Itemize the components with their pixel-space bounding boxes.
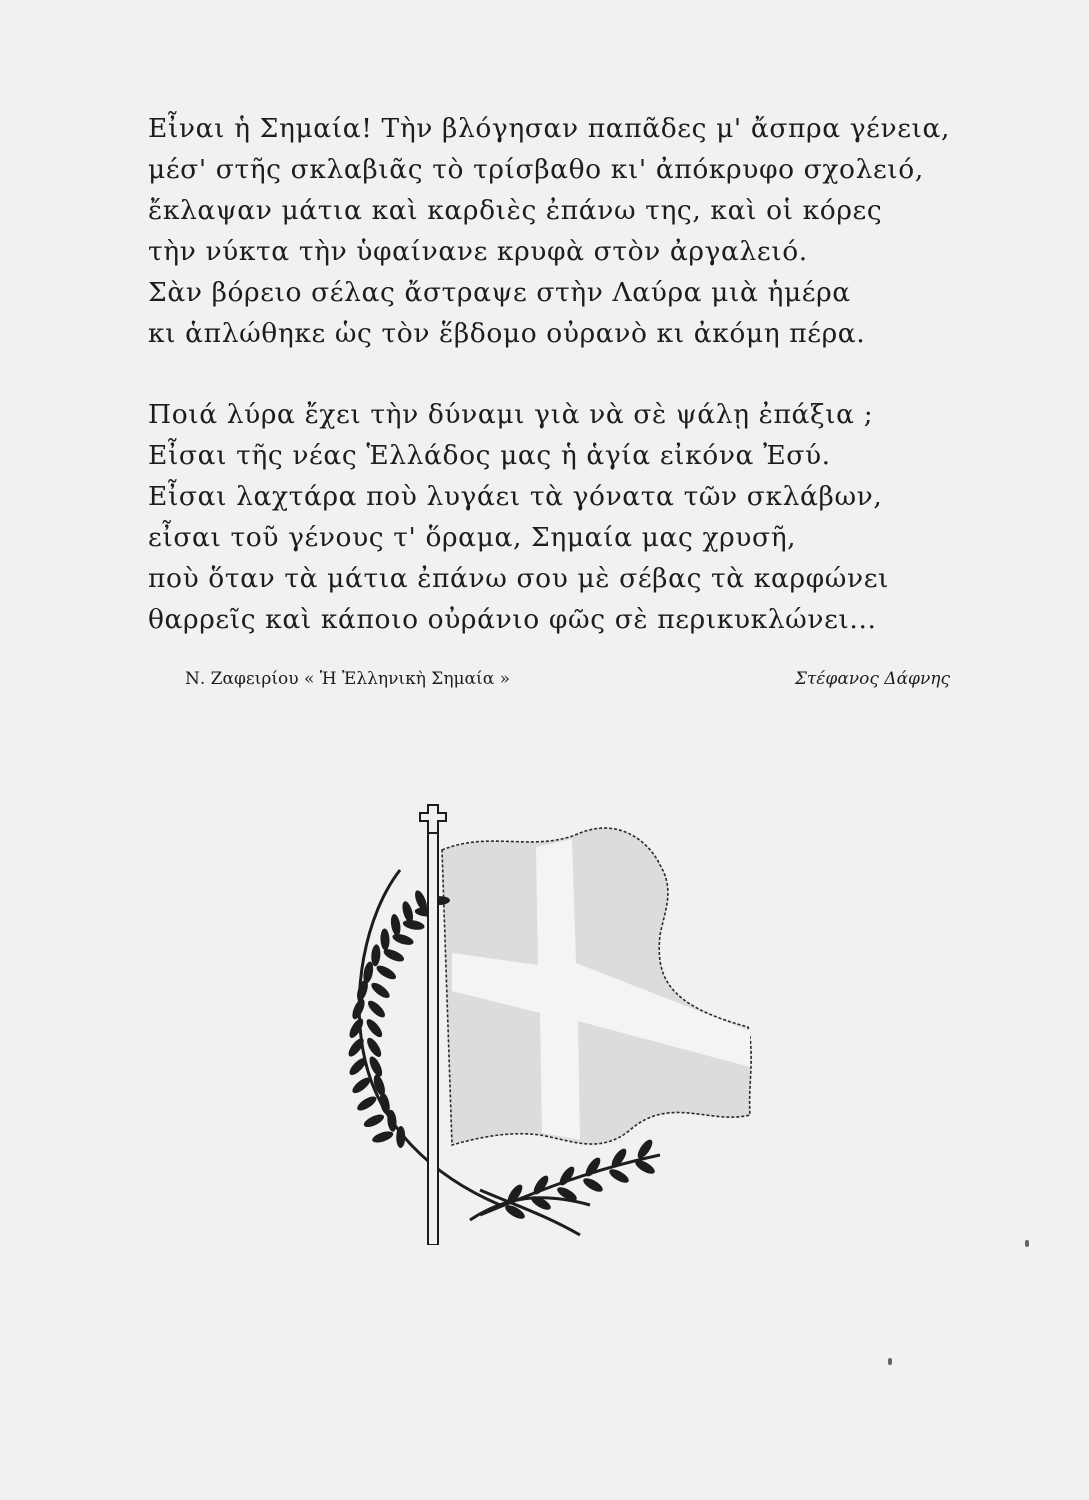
pole-cross-finial [420,805,446,833]
poem-stanza-1 [148,108,951,354]
laurel-leaf [355,1094,378,1113]
laurel-leaf [362,1112,386,1130]
laurel-leaf [531,1173,551,1196]
credits-line [185,664,950,694]
poem-line: θαρρεῖς καὶ κάποιο οὐράνιο φῶς σὲ περικυκλώνει... [148,604,877,635]
laurel-leaf [364,1036,383,1059]
poem-line: Εἶσαι τῆς νέας Ἑλλάδος μας ἡ ἁγία εἰκόνα Ἐσύ. [148,440,831,471]
poem-line: ἔκλαψαν μάτια καὶ καρδιὲς ἐπάνω της, καὶ οἱ κόρες [148,195,883,226]
laurel-leaf [350,1075,373,1096]
laurel-leaf [371,1129,395,1145]
laurel-leaf [375,963,399,982]
ink-speck [1025,1240,1029,1247]
laurel-leaf [364,1017,385,1040]
poem-line: Σὰν βόρειο σέλας ἄστραψε στὴν Λαύρα μιὰ ἡμέρα [148,277,851,308]
source-credit: Ν. Ζαφειρίου « Ἡ Ἑλληνικὴ Σημαία » [185,669,510,689]
laurel-leaf [389,913,401,936]
laurel-leaf [369,980,392,1001]
flag-wreath-illustration [330,795,790,1245]
laurel-leaf [557,1164,577,1187]
laurel-leaf [380,928,390,950]
poem-line: ποὺ ὅταν τὰ μάτια ἐπάνω σου μὲ σέβας τὰ καρφώνει [148,563,890,594]
laurel-leaf [347,1016,366,1040]
laurel-leaf [607,1167,631,1186]
poem-line: Εἶσαι λαχτάρα ποὺ λυγάει τὰ γόνατα τῶν σκλάβων, [148,481,883,512]
laurel-leaf [581,1176,605,1195]
illustrator-credit: Στέφανος Δάφνης [794,669,950,689]
flag-pole [428,833,438,1245]
poem-line: τὴν νύκτα τὴν ὑφαίνανε κρυφὰ στὸν ἀργαλειό. [148,236,808,267]
poem-line: Ποιά λύρα ἔχει τὴν δύναμι γιὰ νὰ σὲ ψάλῃ ἐπάξια ; [148,399,874,430]
laurel-leaf [402,918,425,931]
laurel-leaf [583,1155,603,1178]
poem-stanza-2 [148,394,948,640]
poem-line: μέσ' στῆς σκλαβιᾶς τὸ τρίσβαθο κι' ἀπόκρυφο σχολειό, [148,154,924,185]
poem-line: εἶσαι τοῦ γένους τ' ὅραμα, Σημαία μας χρυσῆ, [148,522,797,553]
poem-line: Εἶναι ἡ Σημαία! Τὴν βλόγησαν παπᾶδες μ' ἄσπρα γένεια, [148,113,951,144]
ink-speck [888,1358,892,1365]
laurel-leaf [365,998,387,1020]
poem-line: κι ἁπλώθηκε ὡς τὸν ἕβδομο οὐρανὸ κι ἀκόμη πέρα. [148,318,866,349]
